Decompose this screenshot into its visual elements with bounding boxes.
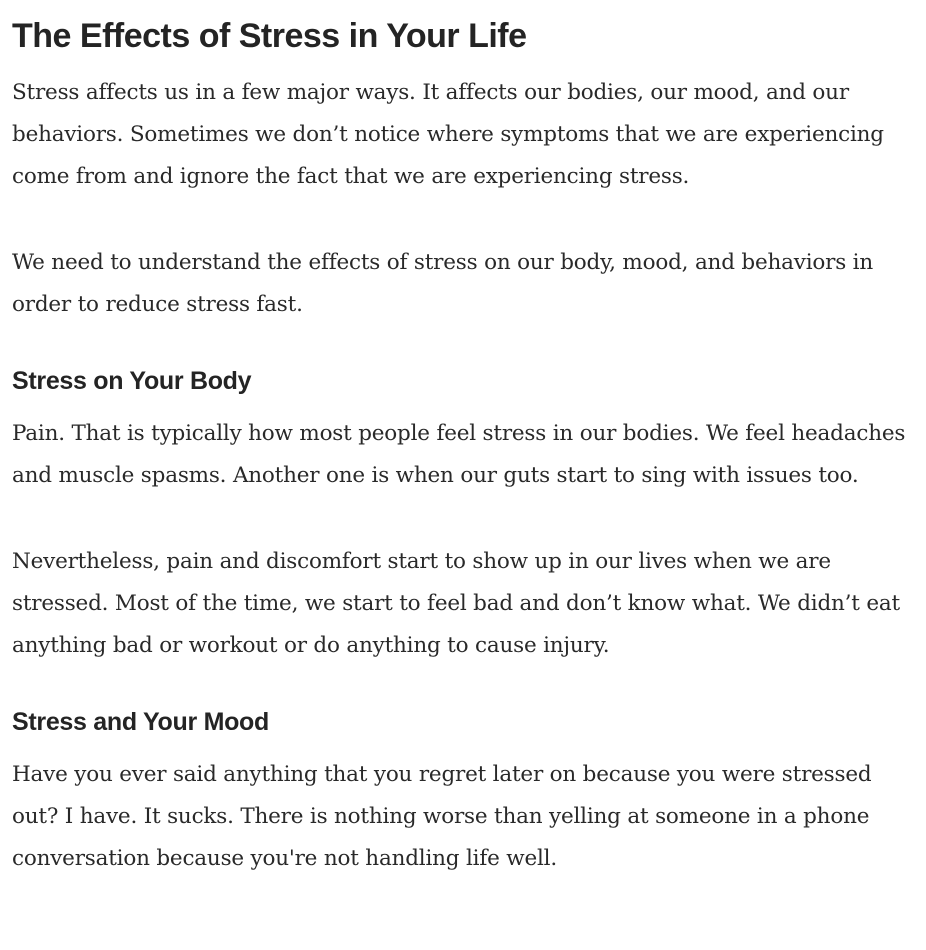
intro-paragraph-2: We need to understand the effects of stress on our body, mood, and behaviors in order to reduce stress fast. bbox=[12, 250, 873, 317]
section-heading-stress-body: Stress on Your Body bbox=[12, 367, 252, 395]
intro-paragraph-1: Stress affects us in a few major ways. It affects our bodies, our mood, and our behaviors. Sometimes we don’t notice where symptoms that we are experiencing come from and ignore the fact that we are experiencing stress. bbox=[12, 80, 884, 189]
body-section-paragraph-2: Nevertheless, pain and discomfort start to show up in our lives when we are stressed. Most of the time, we start to feel bad and don’t know what. We didn’t eat anything bad or workout or do anything to cause injury. bbox=[12, 549, 900, 658]
article bbox=[12, 14, 914, 880]
mood-section-paragraph-1: Have you ever said anything that you regret later on because you were stressed out? I have. It sucks. There is nothing worse than yelling at someone in a phone conversation because you're not handling life well. bbox=[12, 762, 872, 871]
body-section-paragraph-1: Pain. That is typically how most people feel stress in our bodies. We feel headaches and muscle spasms. Another one is when our guts start to sing with issues too. bbox=[12, 421, 906, 488]
section-heading-stress-mood: Stress and Your Mood bbox=[12, 708, 270, 736]
article-title: The Effects of Stress in Your Life bbox=[12, 17, 527, 55]
